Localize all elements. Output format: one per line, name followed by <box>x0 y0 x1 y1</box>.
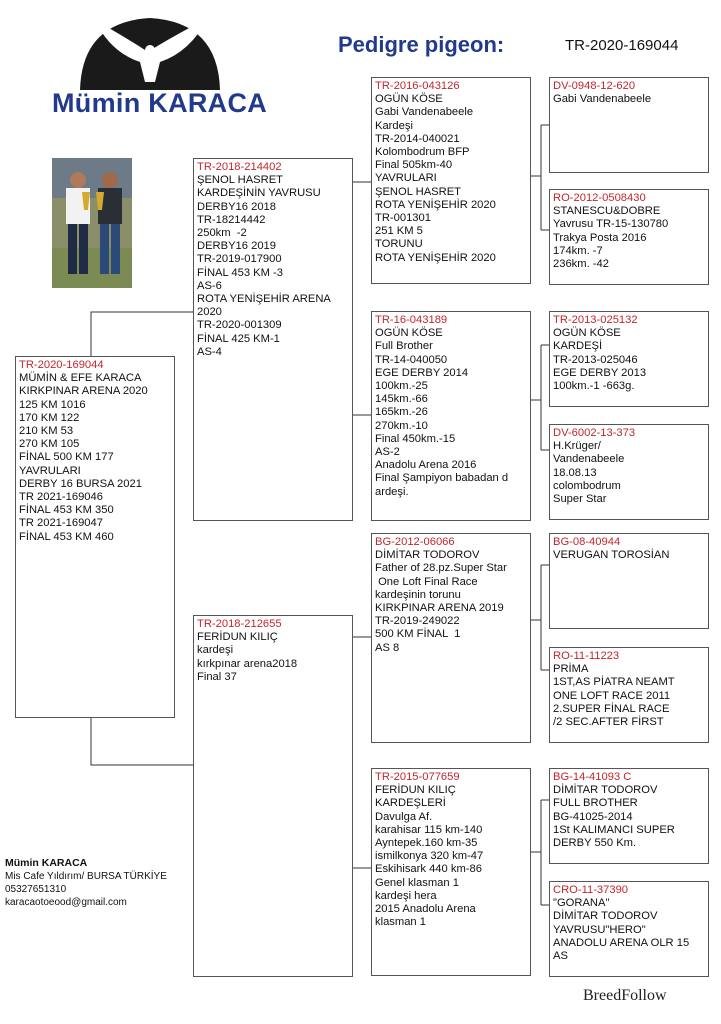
subject-line: 125 KM 1016 <box>19 398 86 411</box>
gp-line: 270km.-10 <box>375 419 428 432</box>
ggp-ring: TR-2013-025132 <box>553 314 638 326</box>
ggp-line: EGE DERBY 2013 <box>553 366 647 379</box>
ggp-line: 2.SUPER FİNAL RACE <box>553 702 670 715</box>
contact-email: karacaotoeood@gmail.com <box>5 897 127 908</box>
gp-line: 251 KM 5 <box>375 225 423 238</box>
gp-line: Ayntepek.160 km-35 <box>375 837 478 850</box>
ggp-line: DİMİTAR TODOROV <box>553 910 658 923</box>
ggp-line: Yavrusu TR-15-130780 <box>553 218 669 231</box>
ggp-ring: RO-2012-0508430 <box>553 192 646 204</box>
ggp-line: ANADOLU ARENA OLR 15 <box>553 936 690 949</box>
gp-line: ŞENOL HASRET <box>375 185 461 198</box>
gp-line: Father of 28.pz.Super Star <box>375 562 507 575</box>
gp-line: Genel klasman 1 <box>375 876 459 889</box>
ggp-line: 236km. -42 <box>553 258 609 271</box>
gp-line: TR-2014-040021 <box>375 132 460 145</box>
gp-line: OGÜN KÖSE <box>375 93 443 106</box>
subject-line: FİNAL 453 KM 350 <box>19 504 114 517</box>
ggp-line: TR-2013-025046 <box>553 353 638 366</box>
gp-line: OGÜN KÖSE <box>375 327 443 340</box>
gp-line: ROTA YENİŞEHİR 2020 <box>375 251 496 264</box>
sire-line: DERBY16 2019 <box>197 240 276 253</box>
gp-line: DİMİTAR TODOROV <box>375 549 480 562</box>
subject-line: 210 KM 53 <box>19 425 74 438</box>
contact-block <box>5 857 167 909</box>
sire-line: FİNAL 425 KM-1 <box>197 332 280 345</box>
contact-address: Mis Cafe Yıldırım/ BURSA TÜRKİYE <box>5 871 167 882</box>
great-grandparent-card <box>549 77 709 173</box>
ggp-line: 1St KALIMANCI SUPER <box>553 823 675 836</box>
gp-line: kardeşi hera <box>375 889 437 902</box>
great-grandparent-card <box>549 881 709 977</box>
ggp-line: "GORANA" <box>553 897 610 910</box>
ggp-line: 18.08.13 <box>553 466 597 479</box>
subject-line: YAVRULARI <box>19 464 81 477</box>
ggp-line: Super Star <box>553 493 607 506</box>
ggp-line: DERBY 550 Km. <box>553 837 637 850</box>
ggp-line: DİMİTAR TODOROV <box>553 784 658 797</box>
ggp-line: OGÜN KÖSE <box>553 327 621 340</box>
gp-line: 500 KM FİNAL 1 <box>375 628 461 641</box>
page-title: Pedigre pigeon: <box>338 32 505 57</box>
gp-line: YAVRULARI <box>375 172 437 185</box>
subject-line: FİNAL 453 KM 460 <box>19 530 114 543</box>
owner-title: Mümin KARACA <box>52 88 268 118</box>
sire-line: AS-6 <box>197 279 222 292</box>
great-grandparent-card <box>549 311 709 407</box>
granddam-sire-card <box>371 533 531 743</box>
sire-line: AS-4 <box>197 345 222 358</box>
grandsire-dam-card <box>371 311 531 521</box>
gp-ring: BG-2012-06066 <box>375 536 455 548</box>
great-grandparent-card <box>549 768 709 864</box>
dam-ring: TR-2018-212655 <box>197 618 282 630</box>
ggp-line: BG-41025-2014 <box>553 810 633 823</box>
ggp-line: 1ST,AS PİATRA NEAMT <box>553 676 675 689</box>
gp-line: klasman 1 <box>375 916 426 929</box>
gp-line: 100km.-25 <box>375 380 428 393</box>
sire-ring: TR-2018-214402 <box>197 161 282 173</box>
owner-photo-icon <box>52 158 132 288</box>
gp-line: AS 8 <box>375 641 400 654</box>
gp-line: One Loft Final Race <box>375 575 478 588</box>
gp-line: EGE DERBY 2014 <box>375 366 469 379</box>
gp-line: karahisar 115 km-140 <box>375 823 483 836</box>
subject-line: DERBY 16 BURSA 2021 <box>19 477 142 490</box>
gp-line: KARDEŞLERİ <box>375 797 446 810</box>
subject-line: FİNAL 500 KM 177 <box>19 451 114 464</box>
ggp-ring: CRO-11-37390 <box>553 884 629 896</box>
ggp-line: 174km. -7 <box>553 244 603 257</box>
sire-line: KARDEŞİNİN YAVRUSU <box>197 187 321 200</box>
ggp-ring: BG-08-40944 <box>553 536 621 548</box>
ggp-ring: DV-0948-12-620 <box>553 80 636 92</box>
ggp-line: YAVRUSU"HERO" <box>553 923 646 936</box>
ggp-line: STANESCU&DOBRE <box>553 205 661 218</box>
ggp-line: 100km.-1 -663g. <box>553 380 635 393</box>
great-grandparent-card <box>549 189 709 285</box>
sire-line: TR-2020-001309 <box>197 319 282 332</box>
gp-ring: TR-16-043189 <box>375 314 448 326</box>
sire-line: 2020 <box>197 306 222 319</box>
gp-line: ardeşi. <box>375 485 409 498</box>
ggp-line: H.Krüger/ <box>553 440 601 453</box>
ggp-line: PRİMA <box>553 663 589 676</box>
great-grandparent-card <box>549 533 709 629</box>
gp-line: ROTA YENİŞEHİR 2020 <box>375 198 496 211</box>
gp-line: Eskihisark 440 km-86 <box>375 863 482 876</box>
gp-line: TORUNU <box>375 238 423 251</box>
sire-line: TR-18214442 <box>197 213 266 226</box>
gp-line: 2015 Anadolu Arena <box>375 903 476 916</box>
ggp-ring: RO-11-11223 <box>553 650 620 662</box>
gp-line: Anadolu Arena 2016 <box>375 459 477 472</box>
sire-card <box>193 158 353 521</box>
subject-line: TR 2021-169046 <box>19 491 103 504</box>
footer-brand: BreedFollow <box>583 987 667 1004</box>
gp-line: ismilkonya 320 km-47 <box>375 850 484 863</box>
dam-card <box>193 615 353 977</box>
ggp-line: /2 SEC.AFTER FİRST <box>553 716 664 729</box>
subject-ring: TR-2020-169044 <box>19 359 104 371</box>
owner-photo <box>52 158 132 288</box>
gp-line: FERİDUN KILIÇ <box>375 784 456 797</box>
sire-line: 250km -2 <box>197 227 247 240</box>
gp-line: 145km.-66 <box>375 393 428 406</box>
gp-line: Final 505km-40 <box>375 159 453 172</box>
dove-logo <box>60 12 240 92</box>
grandsire-sire-card <box>371 77 531 284</box>
sire-line: TR-2019-017900 <box>197 253 282 266</box>
gp-line: KIRKPINAR ARENA 2019 <box>375 602 504 615</box>
sire-line: ŞENOL HASRET <box>197 174 283 187</box>
subject-line: TR 2021-169047 <box>19 517 103 530</box>
ggp-line: ONE LOFT RACE 2011 <box>553 689 671 702</box>
gp-line: TR-2019-249022 <box>375 615 460 628</box>
ggp-line: colombodrum <box>553 479 621 492</box>
dam-line: FERİDUN KILIÇ <box>197 631 278 644</box>
gp-line: 165km.-26 <box>375 406 428 419</box>
gp-line: kardeşinin torunu <box>375 588 461 601</box>
gp-line: Full Brother <box>375 340 433 353</box>
contact-phone: 05327651310 <box>5 884 67 895</box>
ggp-line: AS <box>553 950 568 963</box>
gp-line: Final 450km.-15 <box>375 432 456 445</box>
subject-line: 170 KM 122 <box>19 411 80 424</box>
gp-line: TR-14-040050 <box>375 353 448 366</box>
dam-line: kırkpınar arena2018 <box>197 657 298 670</box>
gp-line: Davulga Af. <box>375 810 433 823</box>
ggp-line: KARDEŞİ <box>553 340 603 353</box>
gp-line: Gabi Vandenabeele <box>375 106 474 119</box>
gp-ring: TR-2016-043126 <box>375 80 460 92</box>
subject-line: KIRKPINAR ARENA 2020 <box>19 385 148 398</box>
granddam-dam-card <box>371 768 531 976</box>
ggp-line: Trakya Posta 2016 <box>553 231 647 244</box>
gp-line: AS-2 <box>375 446 400 459</box>
gp-line: Final Şampiyon babadan d <box>375 472 509 485</box>
sire-line: FİNAL 453 KM -3 <box>197 266 284 279</box>
gp-ring: TR-2015-077659 <box>375 771 460 783</box>
subject-line: MÜMİN & EFE KARACA <box>19 372 142 385</box>
sire-line: DERBY16 2018 <box>197 200 276 213</box>
subject-card <box>15 356 175 718</box>
ggp-line: FULL BROTHER <box>553 797 638 810</box>
dove-logo-icon <box>60 12 240 92</box>
sire-line: ROTA YENİŞEHİR ARENA <box>197 293 331 306</box>
great-grandparent-card <box>549 647 709 743</box>
dam-line: Final 37 <box>197 670 237 683</box>
ggp-ring: DV-6002-13-373 <box>553 427 636 439</box>
great-grandparent-card <box>549 424 709 520</box>
gp-line: Kolombodrum BFP <box>375 146 470 159</box>
ggp-line: VERUGAN TOROSİAN <box>553 549 670 562</box>
ggp-ring: BG-14-41093 C <box>553 771 632 783</box>
ggp-line: Gabi Vandenabeele <box>553 93 652 106</box>
ggp-line: Vandenabeele <box>553 453 625 466</box>
subject-line: 270 KM 105 <box>19 438 80 451</box>
contact-name: Mümin KARACA <box>5 857 88 869</box>
gp-line: TR-001301 <box>375 212 431 225</box>
gp-line: Kardeşi <box>375 119 413 132</box>
dam-line: kardeşi <box>197 644 234 657</box>
ring-number-heading: TR-2020-169044 <box>565 37 679 54</box>
